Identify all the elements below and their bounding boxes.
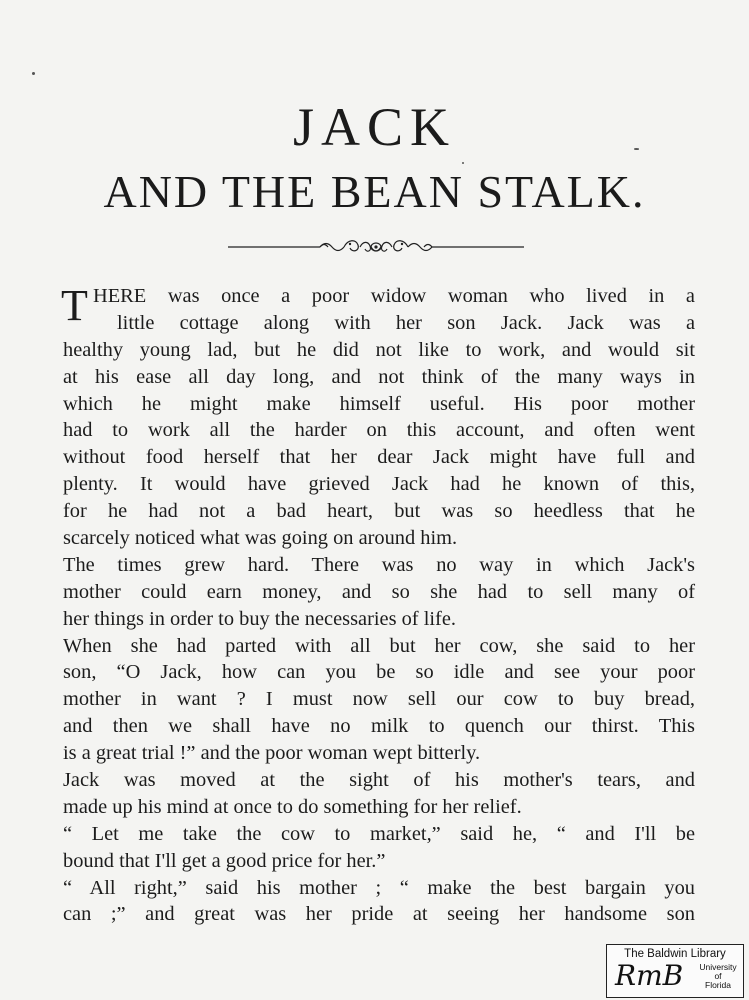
story-line: at his ease all day long, and not think of the many ways in: [63, 365, 695, 388]
story-line: and then we shall have no milk to quench our thirst. This: [63, 715, 695, 738]
story-line: The times grew hard. There was no way in which Jack's: [63, 553, 695, 576]
story-line: healthy young lad, but he did not like to work, and would sit: [63, 338, 695, 361]
paper-speck: [32, 72, 35, 75]
story-line: mother in want ? I must now sell our cow to buy bread,: [63, 688, 695, 711]
title-line-2: AND THE BEAN STALK.: [103, 166, 646, 217]
paper-speck: [634, 148, 639, 150]
story-line: is a great trial !” and the poor woman wept bitterly.: [63, 742, 481, 765]
story-first-line: T HERE was once a poor widow woman who lived in a: [61, 281, 695, 330]
baldwin-library-stamp: [606, 944, 744, 998]
story-line: made up his mind at once to do something for her relief.: [63, 795, 522, 818]
drop-cap: T: [61, 281, 88, 330]
story-line: When she had parted with all but her cow, she said to her: [63, 634, 695, 657]
stamp-library-name: The Baldwin Library: [624, 948, 726, 960]
stamp-logo: RmB: [615, 959, 684, 992]
story-text: [63, 283, 695, 928]
story-line: scarcely noticed what was going on around him.: [63, 527, 458, 550]
story-line: Jack was moved at the sight of his mother's tears, and: [63, 769, 695, 792]
stamp-university: University of Florida: [699, 962, 737, 990]
story-line: plenty. It would have grieved Jack had he known of this,: [63, 473, 695, 496]
story-line: for he had not a bad heart, but was so heedless that he: [63, 500, 695, 523]
story-line: without food herself that her dear Jack might have full and: [63, 446, 695, 469]
paper-speck: [462, 162, 464, 164]
story-line: little cottage along with her son Jack. Jack was a: [117, 311, 695, 334]
story-line: can ;” and great was her pride at seeing her handsome son: [63, 903, 695, 926]
story-line: “ All right,” said his mother ; “ make the best bargain you: [63, 876, 695, 899]
title-line-1: JACK: [292, 97, 457, 157]
story-line: “ Let me take the cow to market,” said he, “ and I'll be: [63, 822, 695, 845]
story-line: which he might make himself useful. His poor mother: [63, 392, 695, 415]
story-line: son, “O Jack, how can you be so idle and see your poor: [63, 661, 695, 684]
story-line: her things in order to buy the necessaries of life.: [63, 607, 456, 630]
decorative-divider-ornament: [228, 236, 524, 258]
story-line: mother could earn money, and so she had to sell many of: [63, 580, 695, 603]
story-line: bound that I'll get a good price for her.”: [63, 849, 386, 872]
story-line: had to work all the harder on this account, and often went: [63, 419, 695, 442]
